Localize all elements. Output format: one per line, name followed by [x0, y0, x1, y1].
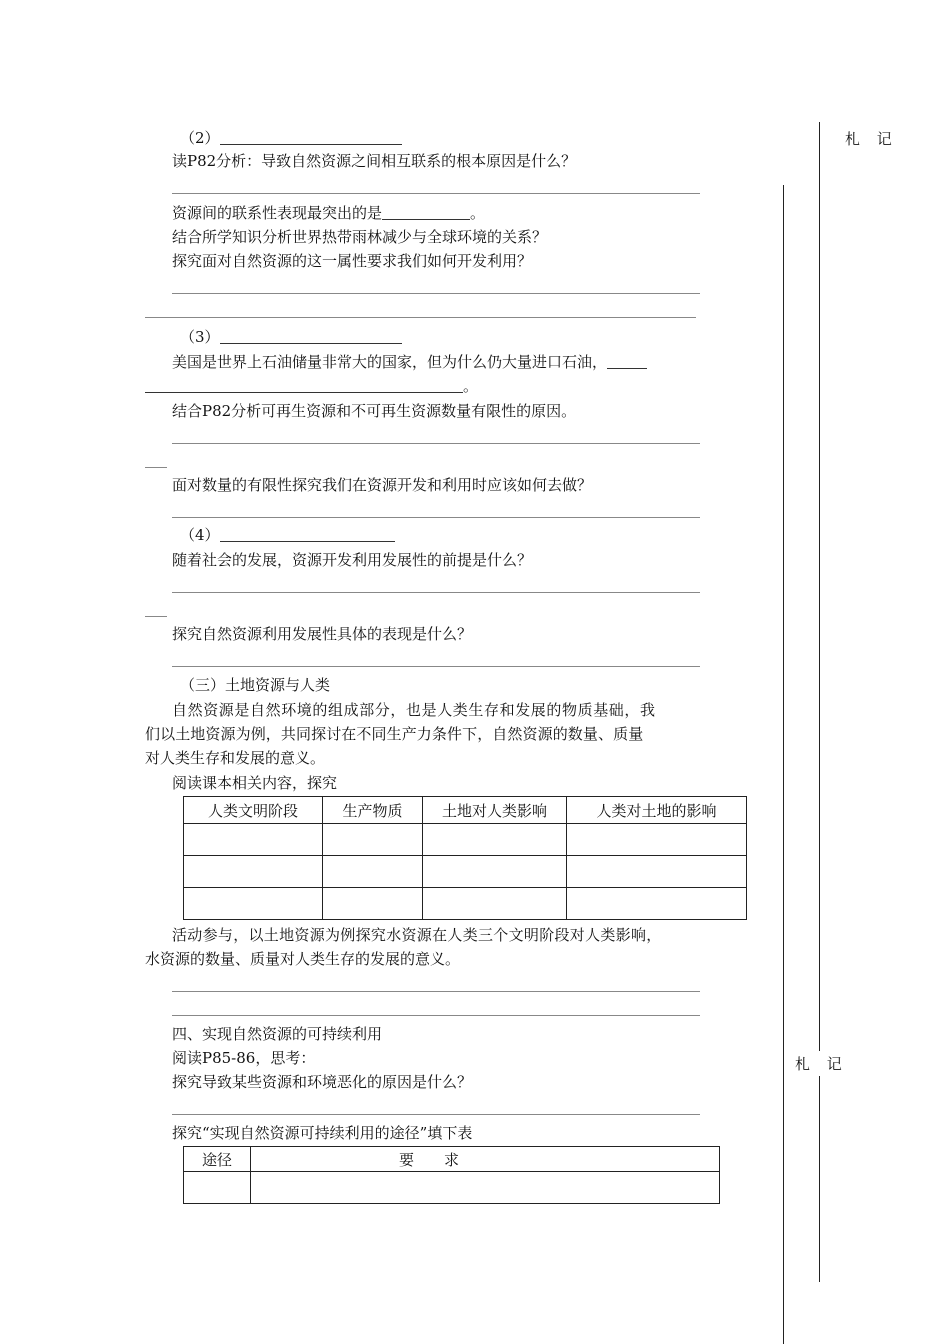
answer-line[interactable]: [172, 293, 700, 294]
table-cell[interactable]: [567, 856, 747, 888]
answer-blank[interactable]: [220, 525, 395, 542]
answer-blank[interactable]: [607, 352, 647, 369]
question-limited-action: 面对数量的有限性探究我们在资源开发和利用时应该如何去做？: [172, 476, 593, 494]
answer-line[interactable]: [172, 666, 700, 667]
margin-note-top: 札 记: [845, 130, 898, 148]
section-3-paragraph-line-3: 对人类生存和发展的意义。: [145, 749, 326, 767]
answer-line[interactable]: [145, 317, 696, 318]
section-3-paragraph-line-2: 们以土地资源为例，共同探讨在不同生产力条件下，自然资源的数量、质量: [145, 725, 644, 743]
table-header-cell: 生产物质: [323, 797, 423, 824]
question-premise: 随着社会的发展，资源开发利用发展性的前提是什么？: [172, 551, 533, 569]
table-row: [184, 824, 747, 856]
table-header-cell: 土地对人类影响: [423, 797, 567, 824]
item-2-number: （2）: [180, 129, 220, 147]
question-explore-attribute: 探究面对自然资源的这一属性要求我们如何开发利用？: [172, 252, 533, 270]
answer-blank[interactable]: [220, 128, 402, 145]
question-usa-oil: [172, 352, 647, 372]
question-rainforest: 结合所学知识分析世界热带雨林减少与全球环境的关系？: [172, 228, 548, 246]
table-cell[interactable]: [567, 824, 747, 856]
answer-line[interactable]: [172, 193, 700, 194]
activity-line-2: 水资源的数量、质量对人类生存的发展的意义。: [145, 950, 461, 968]
activity-line-1: 活动参与，以土地资源为例探究水资源在人类三个文明阶段对人类影响，: [172, 926, 662, 944]
answer-line[interactable]: [172, 517, 700, 518]
section-4-table-prompt: 探究“实现自然资源可持续利用的途径”填下表: [172, 1124, 473, 1142]
item-4-number: （4）: [180, 526, 220, 544]
table-row: [184, 888, 747, 920]
table-cell[interactable]: [423, 824, 567, 856]
margin-note-middle: 札 记: [795, 1051, 848, 1076]
table-cell[interactable]: [251, 1172, 720, 1204]
table-cell[interactable]: [567, 888, 747, 920]
item-2-label: [180, 128, 402, 148]
section-4-heading: 四、实现自然资源的可持续利用: [172, 1025, 383, 1043]
table-header-cell: 途径: [184, 1147, 251, 1172]
question-end-mark: 。: [463, 377, 479, 395]
answer-blank[interactable]: [220, 327, 402, 344]
answer-line[interactable]: [172, 1015, 700, 1016]
question-most-prominent-text: 资源间的联系性表现最突出的是: [172, 204, 383, 222]
answer-line[interactable]: [172, 443, 700, 444]
table-header-cell: 人类对土地的影响: [567, 797, 747, 824]
question-limited: 结合P82分析可再生资源和不可再生资源数量有限性的原因。: [172, 402, 577, 420]
table-cell[interactable]: [184, 824, 323, 856]
answer-line[interactable]: [145, 467, 167, 468]
answer-blank[interactable]: [145, 376, 463, 393]
table-row: [184, 856, 747, 888]
question-read-p82: 读P82分析：导致自然资源之间相互联系的根本原因是什么？: [172, 152, 577, 170]
table-cell[interactable]: [423, 856, 567, 888]
table-header-cell: 人类文明阶段: [184, 797, 323, 824]
section-3-heading: （三）土地资源与人类: [180, 676, 331, 694]
answer-line[interactable]: [172, 1114, 700, 1115]
question-usa-oil-continuation: [145, 376, 478, 396]
table-cell[interactable]: [423, 888, 567, 920]
question-development: 探究自然资源利用发展性具体的表现是什么？: [172, 625, 473, 643]
table-cell[interactable]: [323, 888, 423, 920]
margin-rule-outer: [819, 122, 820, 1282]
item-3-number: （3）: [180, 328, 220, 346]
section-3-paragraph-line-1: 自然资源是自然环境的组成部分，也是人类生存和发展的物质基础，我: [172, 701, 656, 719]
item-3-label: [180, 327, 402, 347]
margin-rule-inner: [783, 185, 784, 1344]
answer-line[interactable]: [172, 991, 700, 992]
table-header-row: [184, 797, 747, 824]
answer-line[interactable]: [145, 616, 167, 617]
sustainable-use-table: [183, 1146, 720, 1204]
table-row: [184, 1172, 720, 1204]
land-resource-table: [183, 796, 747, 920]
table-header-row: [184, 1147, 720, 1172]
item-4-label: [180, 525, 395, 545]
question-most-prominent: [172, 203, 485, 223]
table-cell[interactable]: [184, 888, 323, 920]
table-cell[interactable]: [184, 1172, 251, 1204]
section-3-read-prompt: 阅读课本相关内容，探究: [172, 774, 338, 792]
question-causes: 探究导致某些资源和环境恶化的原因是什么？: [172, 1073, 473, 1091]
table-cell[interactable]: [184, 856, 323, 888]
table-header-cell: 要 求: [251, 1147, 720, 1172]
table-cell[interactable]: [323, 824, 423, 856]
question-usa-oil-text: 美国是世界上石油储量非常大的国家，但为什么仍大量进口石油，: [172, 353, 608, 371]
question-end-mark: 。: [470, 204, 486, 222]
section-4-read-prompt: 阅读P85-86，思考：: [172, 1049, 316, 1067]
table-cell[interactable]: [323, 856, 423, 888]
answer-blank[interactable]: [382, 203, 470, 220]
answer-line[interactable]: [172, 592, 700, 593]
